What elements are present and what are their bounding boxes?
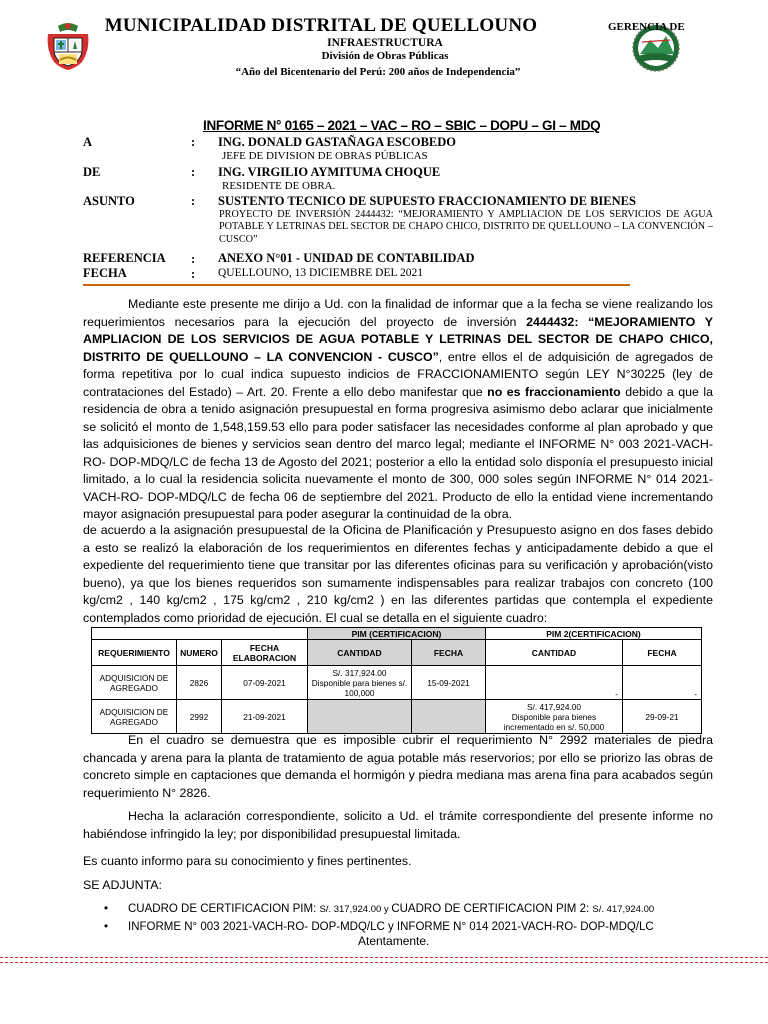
p1-text-e: debido a que la residencia de obra a tenido asignación presupuestal en forma progresiva asimismo debo aclarar que inicialmente se solicitó el monto de 1,548,159.53 ello para poder satisfacer las necesidades conforme al plan aprobado y que las adquisiciones de bienes y servicios sean dentro del marco legal; mediante el INFORME N° 003 2021-VACH-RO- DOP-MDQ/LC de fecha 13 de Agosto del 2021; posterior a ello la entidad solo disponía el presupuesto inicial limitado, a lo cual la residencia solicita nuevamente el monto de 300, 000 soles según INFORME N° 014 2021-VACH-RO- DOP-MDQ/LC de fecha 06 de septiembre del 2021. Producto de ello la entidad viene incrementando mayor asignación presupuestal para poder asegurar la continuidad de la obra. xyxy=(83,384,714,521)
attachments-heading: SE ADJUNTA: xyxy=(83,878,162,892)
row2-cantidad2-amount: S/. 417,924.00 xyxy=(527,701,581,712)
table-row xyxy=(92,666,702,700)
attachment-2-label: INFORME N° 003 2021-VACH-RO- DOP-MDQ/LC y INFORME N° 014 2021-VACH-RO- DOP-MDQ/LC xyxy=(128,921,654,933)
row2-cantidad2 xyxy=(486,700,623,734)
col-fecha-1: FECHA xyxy=(412,640,486,666)
bullet-icon: • xyxy=(104,921,109,933)
row1-num: 2826 xyxy=(177,666,222,700)
p1-text-c: , entre ellos el de adquisición de agregados de forma repetitiva por lo cual indica supuesto indicios de FRACCIONAMIENTO según LEY N°30225 (ley de contrataciones del Estado) – Art. 20. Frente a ello debo manifestar que xyxy=(83,349,713,399)
row2-fecha: 21-09-2021 xyxy=(222,700,308,734)
table-blank-corner xyxy=(92,628,308,640)
date-label: FECHA xyxy=(83,266,127,280)
paragraph-1 xyxy=(83,296,713,524)
pim1-header: PIM (CERTIFICACION) xyxy=(308,628,486,640)
from-label: DE xyxy=(83,165,101,179)
subject-colon: : xyxy=(191,194,196,208)
certification-table xyxy=(91,627,702,734)
to-position: JEFE DE DIVISION DE OBRAS PÚBLICAS xyxy=(222,150,428,162)
municipalidad-title: MUNICIPALIDAD DISTRITAL DE QUELLOUNO xyxy=(104,15,538,36)
attachment-1-amount-2: S/. 417,924.00 xyxy=(592,904,655,915)
year-motto: “Año del Bicentenario del Perú: 200 años de Independencia” xyxy=(235,66,521,78)
p1-no-fraccionamiento-bold: no es fraccionamiento xyxy=(487,384,621,399)
subject-label: ASUNTO xyxy=(83,194,135,208)
subject-value: SUSTENTO TECNICO DE SUPUESTO FRACCIONAMIENTO DE BIENES xyxy=(218,194,636,208)
col-cantidad-1: CANTIDAD xyxy=(308,640,412,666)
closing-atentamente: Atentamente. xyxy=(358,934,430,948)
col-fecha-elaboracion: FECHA ELABORACION xyxy=(222,640,308,666)
row1-req: ADQUISICION DE AGREGADO xyxy=(92,666,177,700)
informe-title: INFORME N° 0165 – 2021 – VAC – RO – SBIC – DOPU – GI – MDQ xyxy=(203,118,601,133)
to-colon: : xyxy=(191,135,196,149)
attachment-1-amount: S/. 317,924.00 y xyxy=(319,904,392,915)
col-requerimiento: REQUERIMIENTO xyxy=(92,640,177,666)
p1-project-bold: 2444432: “MEJORAMIENTO Y AMPLIACION DE LOS SERVICIOS DE AGUA POTABLE Y LETRINAS DEL SECTOR DE CHAPO CHICO, DISTRITO DE QUELLOUNO – LA CONVENCION - CUSCO” xyxy=(83,314,713,364)
table-row xyxy=(92,700,702,734)
date-value: QUELLOUNO, 13 DICIEMBRE DEL 2021 xyxy=(218,267,423,279)
to-label: A xyxy=(83,135,93,149)
from-value: ING. VIRGILIO AYMITUMA CHOQUE xyxy=(218,165,441,179)
paragraph-4: Hecha la aclaración correspondiente, solicito a Ud. el trámite correspondiente del presente informe no habiéndose infringido la ley; por disponibilidad presupuestal limitada. xyxy=(83,809,713,841)
col-fecha-2: FECHA xyxy=(623,640,702,666)
footer-dashed-rule-1 xyxy=(0,957,768,958)
col-numero: NUMERO xyxy=(177,640,222,666)
row2-cantidad1 xyxy=(308,700,412,734)
from-colon: : xyxy=(191,165,196,179)
subject-project: PROYECTO DE INVERSIÓN 2444432: “MEJORAMIENTO Y AMPLIACION DE LOS SERVICIOS DE AGUA POTABLE Y LETRINAS DEL SECTOR DE CHAPO CHICO, DISTRITO DE QUELLOUNO – LA CONVENCIÓN – CUSCO” xyxy=(219,209,713,245)
row2-fecha1 xyxy=(412,700,486,734)
bullet-icon: • xyxy=(104,903,109,915)
row1-fecha2: - xyxy=(623,666,702,700)
row1-cantidad2: - xyxy=(486,666,623,700)
gerencia-label: GERENCIA DE xyxy=(608,21,685,33)
reference-value: ANEXO N°01 - UNIDAD DE CONTABILIDAD xyxy=(218,251,475,265)
attachment-1-label: CUADRO DE CERTIFICACION PIM: xyxy=(128,903,320,915)
date-colon: : xyxy=(191,267,196,281)
row1-fecha1: 15-09-2021 xyxy=(412,666,486,700)
row2-cantidad2-note: Disponible para bienes incrementado en s/. 50,000 xyxy=(503,711,605,732)
row2-num: 2992 xyxy=(177,700,222,734)
infraestructura-label: INFRAESTRUCTURA xyxy=(327,37,443,49)
attachments-list xyxy=(104,900,654,936)
row1-fecha: 07-09-2021 xyxy=(222,666,308,700)
paragraph-2: de acuerdo a la asignación presupuestal de la Oficina de Planificación y Presupuesto asigno en dos fases debido a esto se realizó la elaboración de los requerimientos en diferentes fechas y anticipadamente debido a que el expediente del requerimiento tiene que transitar por las diferentes oficinas para su verificación y aprobación(visto bueno), ya que los bienes requeridos son sumamente indispensables para realizar trabajos con concreto (100 kg/cm2 , 140 kg/cm2 , 175 kg/cm2 , 210 kg/cm2 ) en las diferentes partidas que contempla el expediente contemplados como prioridad de ejecución. El cual se detalla en el siguiente cuadro: xyxy=(83,523,713,625)
footer-dashed-rule-2 xyxy=(0,962,768,963)
p1-text-a: Mediante este presente me dirijo a Ud. con la finalidad de informar que a la fecha se viene realizando los requerimientos necesarios para la ejecución del proyecto de inversión xyxy=(83,297,713,329)
paragraph-5: Es cuanto informo para su conocimiento y fines pertinentes. xyxy=(83,854,412,868)
pim2-header: PIM 2(CERTIFICACION) xyxy=(486,628,702,640)
to-value: ING. DONALD GASTAÑAGA ESCOBEDO xyxy=(218,135,457,149)
from-position: RESIDENTE DE OBRA. xyxy=(222,180,336,192)
header-divider xyxy=(83,284,630,286)
paragraph-3: En el cuadro se demuestra que es imposible cubrir el requerimiento N° 2992 materiales de piedra chancada y arena para la planta de tratamiento de agua potable más reservorios; por ello se priorizo las obras de concreto simple en captaciones que demanda el hormigón y piedra mediana mas arena fina para acabados según requerimiento N° 2826. xyxy=(83,733,713,800)
row1-cantidad1 xyxy=(308,666,412,700)
list-item xyxy=(104,900,654,918)
division-label: División de Obras Públicas xyxy=(321,50,449,62)
reference-label: REFERENCIA xyxy=(83,251,166,265)
reference-colon: : xyxy=(191,252,196,266)
row1-cantidad1-amount: S/. 317,924.00 xyxy=(332,667,387,678)
row2-fecha2: 29-09-21 xyxy=(623,700,702,734)
attachment-1-label-2: CUADRO DE CERTIFICACION PIM 2: xyxy=(391,903,593,915)
row2-req: ADQUISICION DE AGREGADO xyxy=(92,700,177,734)
row1-cantidad1-note: Disponible para bienes s/. 100,000 xyxy=(311,677,408,698)
col-cantidad-2: CANTIDAD xyxy=(486,640,623,666)
